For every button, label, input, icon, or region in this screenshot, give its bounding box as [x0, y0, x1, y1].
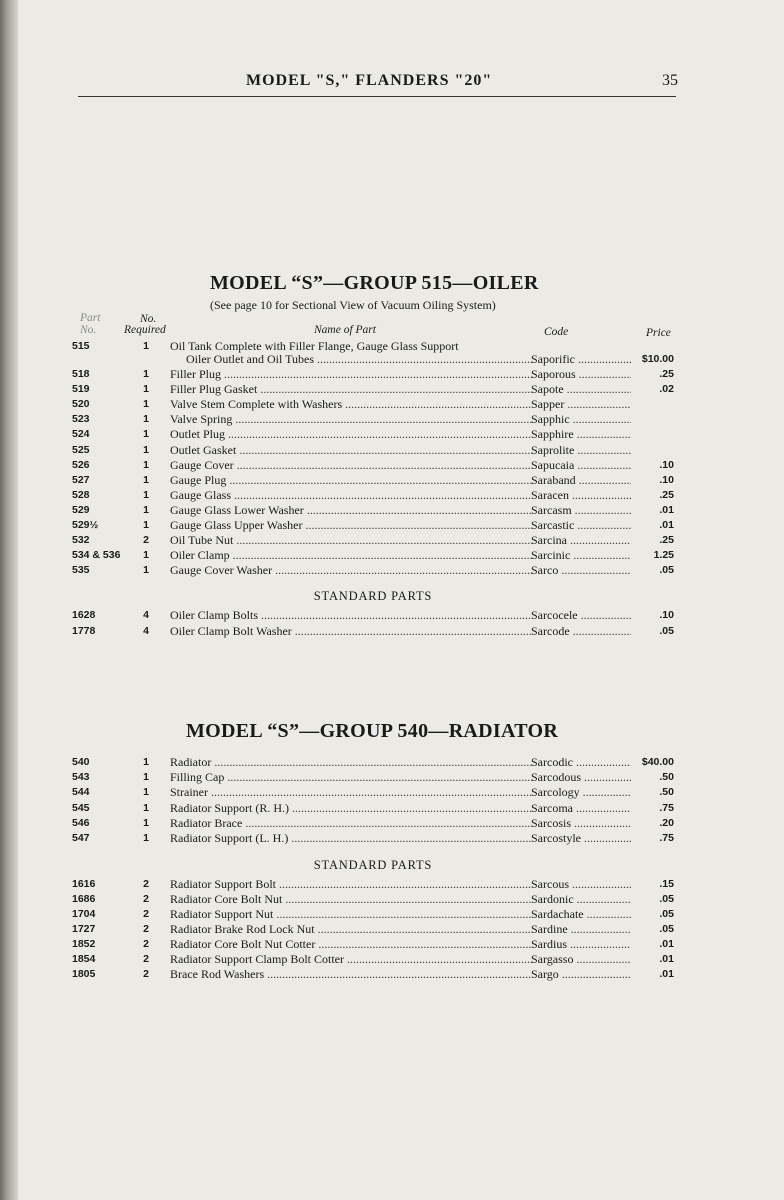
quantity-required: 2	[143, 534, 149, 547]
part-number: 1686	[72, 893, 96, 905]
code-word: Sarcocele .....	[531, 608, 631, 623]
part-number: 529	[72, 503, 90, 516]
part-number: 1704	[72, 908, 96, 920]
part-number: 545	[72, 801, 90, 814]
part-number: 515	[72, 340, 90, 352]
price: .75	[659, 801, 674, 814]
quantity-required: 1	[143, 368, 149, 380]
quantity-required: 2	[143, 938, 149, 950]
code-word: Sapote .....	[531, 382, 631, 397]
part-name: Radiator Brake Rod Lock Nut .....	[170, 922, 532, 937]
price: .01	[659, 519, 674, 531]
quantity-required: 2	[143, 893, 149, 905]
part-number: 1852	[72, 938, 96, 950]
part-name: Filling Cap .....	[170, 770, 532, 785]
code-word: Sapphire .....	[531, 427, 631, 442]
part-number: 543	[72, 771, 90, 784]
part-name: Brace Rod Washers .....	[170, 967, 532, 982]
quantity-required: 4	[143, 624, 149, 637]
part-name: Filler Plug Gasket .....	[170, 382, 532, 397]
table-row	[0, 533, 784, 548]
quantity-required: 1	[143, 383, 149, 396]
price: .01	[659, 968, 674, 980]
page-number: 35	[662, 72, 678, 89]
part-number: 523	[72, 413, 90, 426]
code-word: Sarcasm .....	[531, 503, 631, 518]
quantity-required: 1	[143, 771, 149, 784]
price: .10	[659, 609, 674, 621]
part-number: 518	[72, 368, 90, 380]
part-name: Outlet Gasket .....	[170, 443, 532, 458]
part-name: Outlet Plug .....	[170, 427, 532, 442]
part-name: Radiator Support (L. H.) .....	[170, 831, 532, 846]
code-word: Sardachate .....	[531, 907, 631, 922]
table-row	[0, 458, 784, 473]
part-name: Valve Spring .....	[170, 412, 532, 427]
table-row	[0, 339, 784, 369]
code-word: Saraband .....	[531, 473, 631, 488]
quantity-required: 2	[143, 908, 149, 920]
part-name: Strainer .....	[170, 785, 532, 800]
table-row	[0, 785, 784, 800]
col-head-code: Code	[544, 326, 569, 338]
price: .05	[659, 564, 674, 577]
part-number: 1727	[72, 923, 96, 935]
code-word: Sarco .....	[531, 563, 631, 578]
part-number: 534 & 536	[72, 549, 121, 562]
part-name-line-1: Oil Tank Complete with Filler Flange, Gauge Glass Support	[170, 339, 459, 353]
table-row	[0, 937, 784, 952]
table-row	[0, 548, 784, 563]
code-word: Sargasso .....	[531, 952, 631, 967]
part-name: Gauge Cover Washer .....	[170, 563, 532, 578]
part-name: Radiator Brace .....	[170, 816, 532, 831]
table-row	[0, 816, 784, 831]
price: .05	[659, 893, 674, 905]
part-number: 527	[72, 473, 90, 486]
part-number: 524	[72, 428, 90, 441]
quantity-required: 1	[143, 786, 149, 799]
code-word: Sapucaia .....	[531, 458, 631, 473]
price: .10	[659, 473, 674, 486]
table-row	[0, 382, 784, 397]
code-word: Sarcous .....	[531, 877, 631, 892]
code-word: Sarcoma .....	[531, 801, 631, 816]
price: .50	[659, 771, 674, 784]
code-word: Sardonic .....	[531, 892, 631, 907]
price: .05	[659, 923, 674, 935]
part-number: 520	[72, 398, 90, 411]
quantity-required: 1	[143, 428, 149, 441]
col-head-req-1: No.	[140, 313, 157, 325]
price: .25	[659, 488, 674, 501]
part-name: Valve Stem Complete with Washers .....	[170, 397, 532, 412]
table-row	[0, 892, 784, 907]
quantity-required: 1	[143, 832, 149, 844]
code-word: Sarcina .....	[531, 533, 631, 548]
quantity-required: 1	[143, 756, 149, 768]
price: .01	[659, 503, 674, 516]
quantity-required: 1	[143, 488, 149, 501]
col-head-price: Price	[646, 327, 671, 339]
part-name: Oil Tube Nut .....	[170, 533, 532, 548]
header-rule	[78, 96, 676, 97]
price: .15	[659, 878, 674, 890]
part-number: 525	[72, 443, 90, 456]
table-row	[0, 518, 784, 533]
part-name: Radiator Support (R. H.) .....	[170, 801, 532, 816]
header-title: MODEL "S," FLANDERS "20"	[246, 72, 493, 89]
quantity-required: 1	[143, 340, 149, 352]
quantity-required: 1	[143, 503, 149, 516]
table-row	[0, 608, 784, 623]
quantity-required: 1	[143, 801, 149, 814]
part-number: 535	[72, 564, 90, 577]
oiler-note: (See page 10 for Sectional View of Vacuum Oiling System)	[210, 298, 496, 312]
part-number: 540	[72, 756, 90, 768]
quantity-required: 1	[143, 473, 149, 486]
code-word: Sarcostyle .....	[531, 831, 631, 846]
quantity-required: 2	[143, 953, 149, 965]
part-name: Radiator Core Bolt Nut .....	[170, 892, 532, 907]
quantity-required: 1	[143, 458, 149, 471]
table-row	[0, 801, 784, 816]
table-row	[0, 503, 784, 518]
code-word: Sapphic .....	[531, 412, 631, 427]
table-row	[0, 473, 784, 488]
quantity-required: 1	[143, 519, 149, 531]
table-row	[0, 877, 784, 892]
table-row	[0, 967, 784, 982]
price: .05	[659, 624, 674, 637]
part-number: 1805	[72, 968, 96, 980]
table-row	[0, 922, 784, 937]
part-number: 547	[72, 832, 90, 844]
table-row	[0, 755, 784, 770]
price: .01	[659, 953, 674, 965]
part-number: 532	[72, 534, 90, 547]
code-word: Sardine .....	[531, 922, 631, 937]
table-row	[0, 770, 784, 785]
col-head-part-1: Part	[80, 312, 101, 324]
price: .50	[659, 786, 674, 799]
part-number: 1616	[72, 878, 96, 890]
oiler-standard-parts-heading: STANDARD PARTS	[313, 589, 433, 603]
quantity-required: 2	[143, 968, 149, 980]
part-name: Gauge Glass Upper Washer .....	[170, 518, 532, 533]
part-number: 529½	[72, 519, 99, 531]
price: .25	[659, 368, 674, 380]
part-number: 1854	[72, 953, 96, 965]
part-number: 528	[72, 488, 90, 501]
part-name: Filler Plug .....	[170, 367, 532, 382]
part-number: 546	[72, 816, 90, 829]
price: .20	[659, 816, 674, 829]
quantity-required: 2	[143, 878, 149, 890]
col-head-part-2: No.	[80, 324, 97, 336]
code-word: Sargo .....	[531, 967, 631, 982]
code-word: Sarcodic .....	[531, 755, 631, 770]
table-row	[0, 397, 784, 412]
table-row	[0, 907, 784, 922]
radiator-group-title: MODEL “S”—GROUP 540—RADIATOR	[186, 720, 559, 742]
quantity-required: 2	[143, 923, 149, 935]
quantity-required: 1	[143, 564, 149, 577]
code-word: Sapper .....	[531, 397, 631, 412]
price: .25	[659, 534, 674, 547]
table-row	[0, 831, 784, 846]
table-row	[0, 952, 784, 967]
radiator-standard-parts-heading: STANDARD PARTS	[313, 858, 433, 872]
price: $10.00	[641, 353, 674, 365]
part-number: 1778	[72, 624, 96, 637]
part-number: 1628	[72, 609, 96, 621]
quantity-required: 1	[143, 443, 149, 456]
price: .02	[659, 383, 674, 396]
code-word: Saporous .....	[531, 367, 631, 382]
table-row	[0, 427, 784, 442]
part-name: Radiator .....	[170, 755, 532, 770]
part-name: Radiator Core Bolt Nut Cotter .....	[170, 937, 532, 952]
code-word: Sarcastic .....	[531, 518, 631, 533]
code-word: Sarcology .....	[531, 785, 631, 800]
part-name: Radiator Support Bolt .....	[170, 877, 532, 892]
code-word: Saporific .....	[531, 352, 631, 367]
part-name: Radiator Support Nut .....	[170, 907, 532, 922]
table-row	[0, 367, 784, 382]
price: 1.25	[653, 549, 674, 562]
part-name: Oiler Clamp Bolt Washer .....	[170, 624, 532, 639]
part-name: Gauge Glass .....	[170, 488, 532, 503]
quantity-required: 4	[143, 609, 149, 621]
table-row	[0, 443, 784, 458]
quantity-required: 1	[143, 413, 149, 426]
quantity-required: 1	[143, 398, 149, 411]
part-name-line-2: Oiler Outlet and Oil Tubes .....	[186, 352, 532, 367]
table-row	[0, 488, 784, 503]
table-row	[0, 563, 784, 578]
part-name: Gauge Plug .....	[170, 473, 532, 488]
part-name: Gauge Cover .....	[170, 458, 532, 473]
code-word: Sarcinic .....	[531, 548, 631, 563]
part-name: Oiler Clamp Bolts .....	[170, 608, 532, 623]
col-head-name: Name of Part	[314, 324, 376, 336]
col-head-req-2: Required	[124, 324, 166, 336]
code-word: Sarcode .....	[531, 624, 631, 639]
oiler-group-title: MODEL “S”—GROUP 515—OILER	[210, 272, 539, 294]
price: $40.00	[641, 756, 674, 768]
part-name: Radiator Support Clamp Bolt Cotter .....	[170, 952, 532, 967]
price: .05	[659, 908, 674, 920]
table-row	[0, 412, 784, 427]
part-number: 519	[72, 383, 90, 396]
price: .10	[659, 458, 674, 471]
code-word: Sardius .....	[531, 937, 631, 952]
table-row	[0, 624, 784, 639]
price: .01	[659, 938, 674, 950]
quantity-required: 1	[143, 816, 149, 829]
part-name: Oiler Clamp .....	[170, 548, 532, 563]
part-number: 544	[72, 786, 90, 799]
part-number: 526	[72, 458, 90, 471]
code-word: Sarcodous .....	[531, 770, 631, 785]
running-header	[0, 72, 784, 96]
quantity-required: 1	[143, 549, 149, 562]
code-word: Sarcosis .....	[531, 816, 631, 831]
code-word: Saracen .....	[531, 488, 631, 503]
code-word: Saprolite .....	[531, 443, 631, 458]
part-name: Gauge Glass Lower Washer .....	[170, 503, 532, 518]
price: .75	[659, 832, 674, 844]
